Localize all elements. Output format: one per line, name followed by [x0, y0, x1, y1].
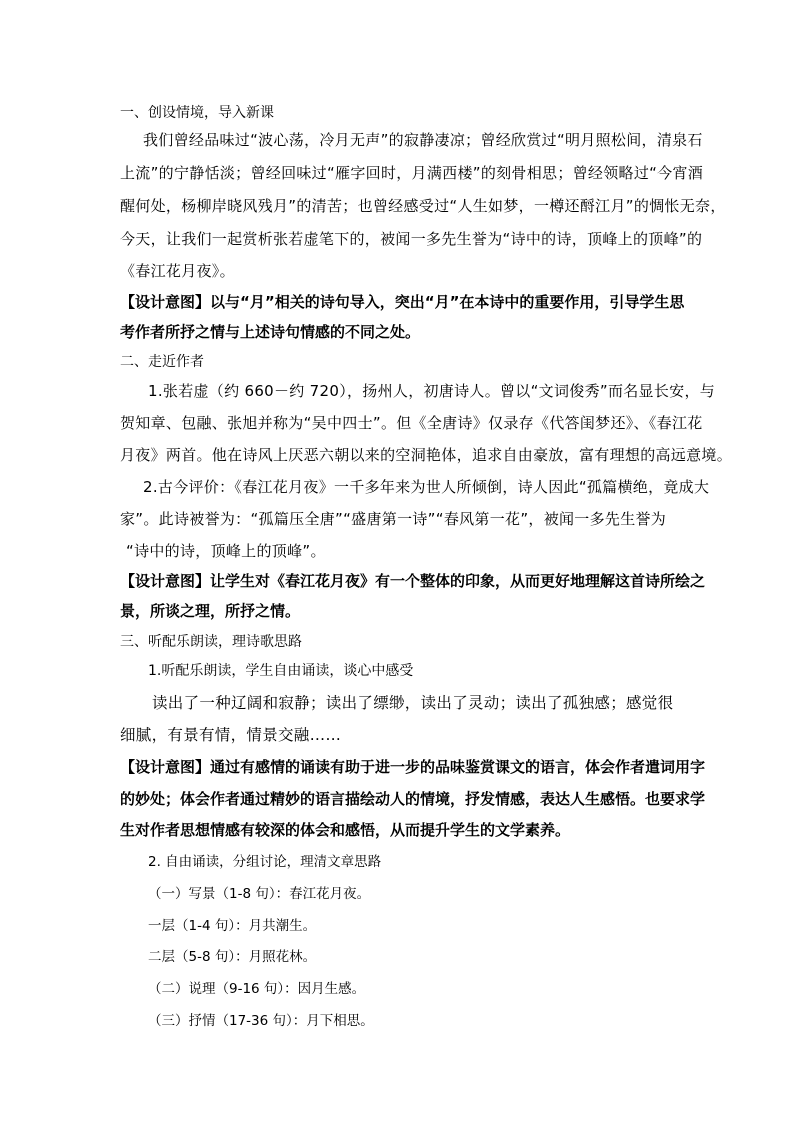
design-intent-line: 景，所谈之理，所抒之情。	[120, 602, 301, 620]
paragraph-line: 读出了一种辽阔和寂静；读出了缥缈，读出了灵动；读出了孤独感；感觉很	[152, 694, 674, 712]
design-intent-line: 【设计意图】通过有感情的诵读有助于进一步的品味鉴赏课文的语言，体会作者遣词用字	[120, 758, 706, 776]
paragraph-line: 《春江花月夜》。	[120, 262, 235, 280]
paragraph-line: 2.古今评价：《春江花月夜》一千多年来为世人所倾倒，诗人因此“孤篇横绝，竟成大	[143, 478, 710, 496]
outline-item: （一）写景（1-8 句）：春江花月夜。	[148, 886, 371, 902]
paragraph-line: “诗中的诗，顶峰上的顶峰”。	[126, 542, 326, 560]
paragraph-line: 今天，让我们一起赏析张若虚笔下的，被闻一多先生誉为“诗中的诗，顶峰上的顶峰”的	[120, 230, 703, 248]
outline-item: 一层（1-4 句）：月共潮生。	[148, 918, 317, 934]
design-intent-line: 生对作者思想情感有较深的体会和感悟，从而提升学生的文学素养。	[120, 821, 571, 839]
paragraph-line: 1.张若虚（约 660－约 720），扬州人，初唐诗人。曾以“文词俊秀”而名显长安，与	[148, 382, 716, 400]
paragraph-line: 我们曾经品味过“波心荡，冷月无声”的寂静凄凉；曾经欣赏过“明月照松间，清泉石	[143, 131, 703, 149]
outline-item: （二）说理（9-16 句）：因月生感。	[148, 981, 366, 997]
outline-item: 二层（5-8 句）：月照花林。	[148, 949, 317, 965]
paragraph-line: 醒何处，杨柳岸晓风残月”的清苦；也曾经感受过“人生如梦，一樽还酹江月”的惆怅无奈，	[120, 197, 726, 215]
section-heading-2: 二、走近作者	[120, 354, 204, 370]
paragraph-line: 1.听配乐朗读，学生自由诵读，谈心中感受	[148, 663, 414, 679]
design-intent-line: 【设计意图】以与“月”相关的诗句导入，突出“月”在本诗中的重要作用，引导学生思	[120, 293, 685, 311]
paragraph-line: 贺知章、包融、张旭并称为“吴中四士”。但《全唐诗》仅录存《代答闺梦还》、《春江花	[120, 414, 703, 432]
paragraph-line: 2. 自由诵读，分组讨论，理清文章思路	[148, 854, 382, 870]
design-intent-line: 考作者所抒之情与上述诗句情感的不同之处。	[120, 323, 421, 341]
paragraph-line: 月夜》两首。他在诗风上厌恶六朝以来的空洞艳体，追求自由豪放，富有理想的高远意境。	[120, 446, 733, 464]
design-intent-line: 【设计意图】让学生对《春江花月夜》有一个整体的印象，从而更好地理解这首诗所绘之	[120, 572, 706, 590]
outline-item: （三）抒情（17-36 句）：月下相思。	[148, 1013, 374, 1029]
design-intent-line: 的妙处；体会作者通过精妙的语言描绘动人的情境，抒发情感，表达人生感悟。也要求学	[120, 790, 706, 808]
paragraph-line: 家”。此诗被誉为：“孤篇压全唐”“盛唐第一诗”“春风第一花”，被闻一多先生誉为	[120, 510, 667, 528]
paragraph-line: 细腻，有景有情，情景交融……	[120, 726, 342, 744]
paragraph-line: 上流”的宁静恬淡；曾经回味过“雁字回时，月满西楼”的刻骨相思；曾经领略过“今宵酒	[120, 164, 704, 182]
section-heading-1: 一、创设情境，导入新课	[120, 105, 274, 121]
section-heading-3: 三、听配乐朗读，理诗歌思路	[120, 634, 302, 650]
